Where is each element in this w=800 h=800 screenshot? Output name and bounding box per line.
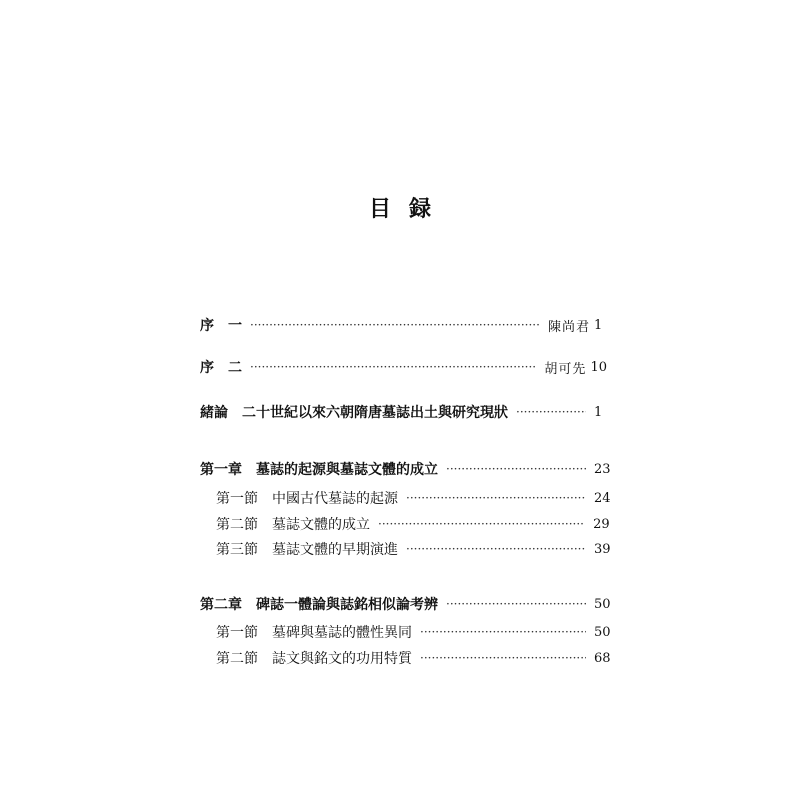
- page-title-char-2: 録: [409, 196, 432, 222]
- toc-entry-page: 23: [594, 461, 611, 477]
- toc-entry-ch1-section-2[interactable]: [216, 513, 610, 535]
- toc-entry-title: 一: [228, 318, 242, 334]
- toc-entry-page: 24: [594, 490, 611, 506]
- page-title-char-1: 目: [368, 196, 391, 222]
- toc-entry-author: 胡可先: [544, 361, 587, 377]
- toc-entry-label: 序: [200, 360, 214, 376]
- toc-entry-label: 第二章: [200, 597, 242, 613]
- dot-leader: [420, 621, 586, 643]
- toc-entry-chapter-1[interactable]: [200, 458, 611, 480]
- toc-entry-preface-1[interactable]: [200, 314, 603, 336]
- dot-leader: [250, 356, 536, 378]
- toc-entry-ch1-section-1[interactable]: [216, 487, 611, 509]
- toc-entry-page: 10: [590, 359, 607, 375]
- toc-entry-label: 序: [200, 318, 214, 334]
- toc-entry-page: 1: [594, 317, 603, 333]
- toc-entry-page: 39: [594, 541, 611, 557]
- toc-entry-preface-2[interactable]: [200, 356, 607, 378]
- toc-entry-title: 墓誌文體的成立: [272, 517, 370, 533]
- dot-leader: [420, 647, 586, 669]
- toc-entry-label: 第一節: [216, 491, 258, 507]
- toc-entry-label: 第一章: [200, 462, 242, 478]
- toc-entry-label: 第一節: [216, 625, 258, 641]
- dot-leader: [446, 593, 586, 615]
- toc-entry-label: 緒論: [200, 405, 228, 421]
- page-title: [0, 192, 800, 223]
- toc-entry-ch2-section-1[interactable]: [216, 621, 611, 643]
- toc-entry-label: 第二節: [216, 517, 258, 533]
- toc-entry-title: 中國古代墓誌的起源: [272, 491, 398, 507]
- dot-leader: [378, 513, 585, 535]
- toc-entry-page: 29: [593, 516, 610, 532]
- toc-entry-ch2-section-2[interactable]: [216, 647, 611, 669]
- dot-leader: [406, 487, 586, 509]
- toc-entry-title: 二: [228, 360, 242, 376]
- toc-entry-page: 68: [594, 650, 611, 666]
- toc-entry-introduction[interactable]: [200, 401, 603, 423]
- dot-leader: [250, 314, 540, 336]
- toc-entry-page: 1: [594, 404, 603, 420]
- toc-entry-label: 第二節: [216, 651, 258, 667]
- toc-entry-title: 墓碑與墓誌的體性異同: [272, 625, 412, 641]
- toc-entry-author: 陳尚君: [547, 319, 590, 335]
- toc-entry-page: 50: [594, 596, 611, 612]
- toc-entry-title: 碑誌一體論與誌銘相似論考辨: [256, 597, 438, 613]
- dot-leader: [406, 538, 586, 560]
- toc-entry-label: 第三節: [216, 542, 258, 558]
- toc-entry-title: 二十世紀以來六朝隋唐墓誌出土與研究現狀: [242, 405, 508, 421]
- dot-leader: [516, 401, 586, 423]
- toc-entry-chapter-2[interactable]: [200, 593, 611, 615]
- toc-entry-title: 墓誌文體的早期演進: [272, 542, 398, 558]
- toc-entry-title: 墓誌的起源與墓誌文體的成立: [256, 462, 438, 478]
- toc-entry-page: 50: [594, 624, 611, 640]
- dot-leader: [446, 458, 586, 480]
- toc-entry-ch1-section-3[interactable]: [216, 538, 611, 560]
- toc-entry-title: 誌文與銘文的功用特質: [272, 651, 412, 667]
